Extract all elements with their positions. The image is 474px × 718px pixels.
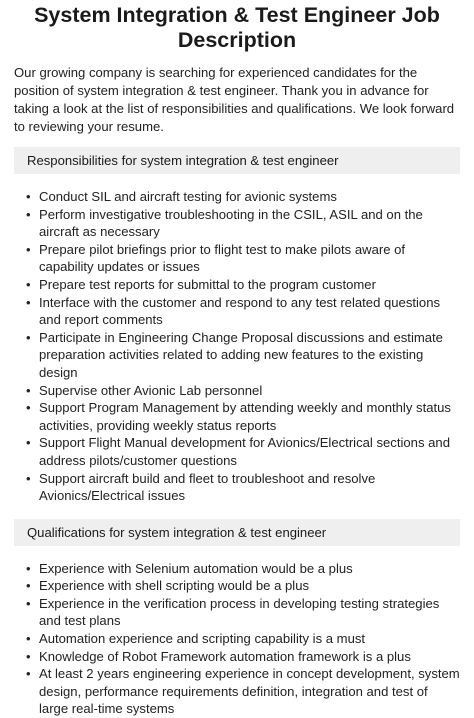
list-item <box>26 434 460 469</box>
bullet-icon: • <box>26 329 31 345</box>
list-item-text: Prepare pilot briefings prior to flight test to make pilots aware of capability updates or issues <box>39 241 406 275</box>
bullet-icon: • <box>26 241 31 257</box>
list-item-text: Supervise other Avionic Lab personnel <box>39 382 263 398</box>
list-item <box>26 399 460 434</box>
bullet-icon: • <box>26 595 31 611</box>
bullet-icon: • <box>26 578 31 594</box>
list-item <box>26 188 460 206</box>
intro-paragraph: Our growing company is searching for experienced candidates for the position of system integration & test engineer. Thank you in advance for taking a look at the list of responsibilities and qualifications. We look forward to reviewing your resume. <box>14 65 455 134</box>
list-item <box>26 294 460 329</box>
list-item-text: Conduct SIL and aircraft testing for avionic systems <box>39 189 337 204</box>
list-item-text: Support aircraft build and fleet to troubleshoot and resolve Avionics/Electrical issues <box>39 470 376 504</box>
list-item <box>26 206 460 241</box>
list-item <box>26 329 460 382</box>
list-item-text: Support Program Management by attending weekly and monthly status activities, providing weekly status reports <box>39 400 451 433</box>
responsibilities-list <box>14 188 460 505</box>
bullet-icon: • <box>26 631 31 647</box>
list-item <box>26 595 460 630</box>
list-item-text: At least 2 years engineering experience in concept development, system design, performance requirements definition, integration and test of large real-time systems <box>39 666 460 717</box>
bullet-icon: • <box>26 648 31 664</box>
list-item-text: Automation experience and scripting capability is a must <box>39 631 366 647</box>
list-item <box>26 470 460 505</box>
bullet-icon: • <box>26 276 31 292</box>
list-item <box>26 648 460 666</box>
list-item <box>26 560 460 578</box>
bullet-icon: • <box>26 560 31 576</box>
bullet-icon: • <box>26 470 31 486</box>
list-item <box>26 241 460 276</box>
list-item-text: Experience with shell scripting would be a plus <box>39 578 310 594</box>
list-item-text: Experience in the verification process in developing testing strategies and test plans <box>39 595 440 629</box>
list-item <box>26 630 460 648</box>
bullet-icon: • <box>26 382 31 398</box>
bullet-icon: • <box>26 666 31 682</box>
list-item-text: Perform investigative troubleshooting in the CSIL, ASIL and on the aircraft as necessary <box>39 206 423 240</box>
page-title: System Integration & Test Engineer Job Description <box>34 3 440 52</box>
bullet-icon: • <box>26 189 31 204</box>
list-item-text: Interface with the customer and respond to any test related questions and report comments <box>39 294 441 328</box>
list-item <box>26 276 460 294</box>
qualifications-heading: Qualifications for system integration & test engineer <box>14 519 460 546</box>
list-item <box>26 382 460 400</box>
bullet-icon: • <box>26 435 31 451</box>
list-item-text: Support Flight Manual development for Avionics/Electrical sections and address pilots/customer questions <box>39 435 450 468</box>
list-item-text: Prepare test reports for submittal to the program customer <box>39 276 376 292</box>
list-item <box>26 665 460 718</box>
list-item <box>26 577 460 595</box>
bullet-icon: • <box>26 294 31 310</box>
bullet-icon: • <box>26 206 31 222</box>
list-item-text: Participate in Engineering Change Proposal discussions and estimate preparation activities related to adding new features to the existing design <box>39 329 443 380</box>
list-item-text: Knowledge of Robot Framework automation framework is a plus <box>39 648 411 664</box>
bullet-icon: • <box>26 400 31 416</box>
list-item-text: Experience with Selenium automation would be a plus <box>39 560 353 576</box>
qualifications-list <box>14 560 460 718</box>
responsibilities-heading: Responsibilities for system integration & test engineer <box>14 147 460 174</box>
